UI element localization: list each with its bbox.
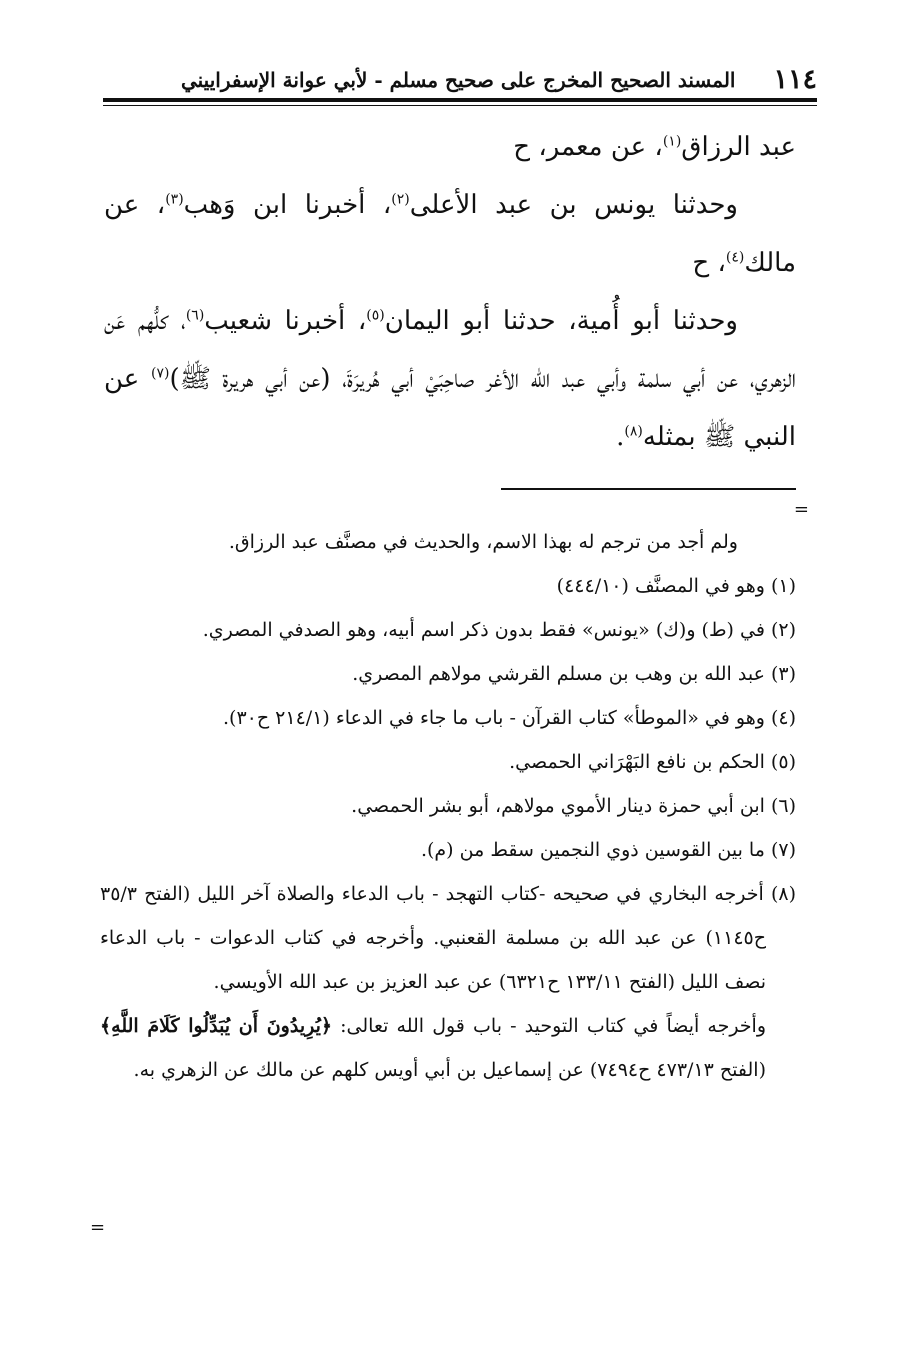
main-text-span: وحدثنا يونس بن عبد الأعلى	[409, 190, 738, 220]
main-paragraph-2	[104, 176, 796, 292]
footnote-1: (١) وهو في المصنَّف (٤٤٤/١٠)	[556, 575, 796, 597]
footnote-2: (٢) في (ط) و(ك) «يونس» فقط بدون ذكر اسم أبيه، وهو الصدفي المصري.	[202, 619, 796, 641]
main-text-span: ، أخبرنا ابن وَهب	[183, 190, 392, 220]
footnote-6: (٦) ابن أبي حمزة دينار الأموي مولاهم، أبو بشر الحمصي.	[351, 795, 796, 817]
main-text	[104, 118, 796, 466]
footnote-ref-4: (٤)	[725, 249, 745, 266]
footnote-5: (٥) الحكم بن نافع البَهْرَاني الحمصي.	[509, 751, 796, 773]
footnote-8-continued	[100, 1004, 796, 1092]
main-paragraph-1	[104, 118, 796, 176]
quran-verse: ﴿يُرِيدُونَ أَن يُبَدِّلُوا كَلَامَ اللَّهِ﴾	[100, 1015, 333, 1037]
footnote-separator	[501, 488, 796, 490]
footnote-ref-1: (١)	[662, 133, 682, 150]
footnote-8: (٨) أخرجه البخاري في صحيحه -كتاب التهجد - باب الدعاء والصلاة آخر الليل (الفتح ٣٥/٣ ح١١٤٥) عن عبد الله بن مسلمة القعنبي. وأخرجه في كتاب الدعوات - باب الدعاء نصف الليل (الفتح ١٣٣/١١ ح٦٣٢١) عن عبد العزيز بن عبد الله الأويسي.	[100, 883, 796, 993]
header-rule-thick	[103, 98, 817, 102]
main-text-span: ، ح	[692, 248, 726, 278]
page-number: ١١٤	[773, 64, 817, 95]
footnote-carryover: ولم أجد من ترجم له بهذا الاسم، والحديث في مصنَّف عبد الرزاق.	[228, 531, 738, 553]
main-text-span: .	[616, 422, 625, 452]
footnote-7: (٧) ما بين القوسين ذوي النجمين سقط من (م).	[420, 839, 796, 861]
footnote-3: (٣) عبد الله بن وهب بن مسلم القرشي مولاهم المصري.	[352, 663, 796, 685]
page-header	[105, 58, 817, 98]
footnote-ref-6: (٦)	[185, 307, 205, 324]
main-text-span: ، أخبرنا شعيب	[204, 306, 367, 336]
footnote-ref-7: (٧)	[150, 365, 170, 382]
main-text-span: عبد الرزاق	[681, 132, 796, 162]
footnote-4: (٤) وهو في «الموطأ» كتاب القرآن - باب ما جاء في الدعاء (٢١٤/١ ح٣٠).	[222, 707, 796, 729]
main-text-span: ، عن معمر، ح	[513, 132, 663, 162]
main-text-span: عن النبي ﷺ بمثله	[104, 364, 796, 452]
footnote-ref-3: (٣)	[165, 191, 184, 208]
continuation-mark: =	[793, 499, 809, 520]
footnotes	[100, 520, 796, 1092]
running-title: المسند الصحيح المخرج على صحيح مسلم - لأبي عوانة الإسفراييني	[180, 68, 736, 92]
header-rule-thin	[103, 105, 817, 106]
end-continuation-mark: =	[90, 1217, 106, 1238]
footnote-text-span: (الفتح ٤٧٣/١٣ ح٧٤٩٤) عن إسماعيل بن أبي أويس كلهم عن مالك عن الزهري به.	[133, 1059, 766, 1081]
footnote-ref-2: (٢)	[391, 191, 410, 208]
main-text-span: ، عن مالك	[104, 190, 796, 278]
footnote-text-span: وأخرجه أيضاً في كتاب التوحيد - باب قول الله تعالى:	[332, 1015, 767, 1037]
footnote-ref-8: (٨)	[624, 423, 643, 440]
main-paragraph-3	[104, 292, 796, 466]
main-text-span: ، كلُّهم عَن الزهري، عن أبي سلمة وأبي عبد الله الأغر صاحِبَيْ أبي هُريرَةَ، (عن أبي هريرة ﷺ)	[104, 306, 796, 394]
footnote-ref-5: (٥)	[366, 307, 385, 324]
main-text-span: وحدثنا أبو أُمية، حدثنا أبو اليمان	[384, 306, 738, 336]
